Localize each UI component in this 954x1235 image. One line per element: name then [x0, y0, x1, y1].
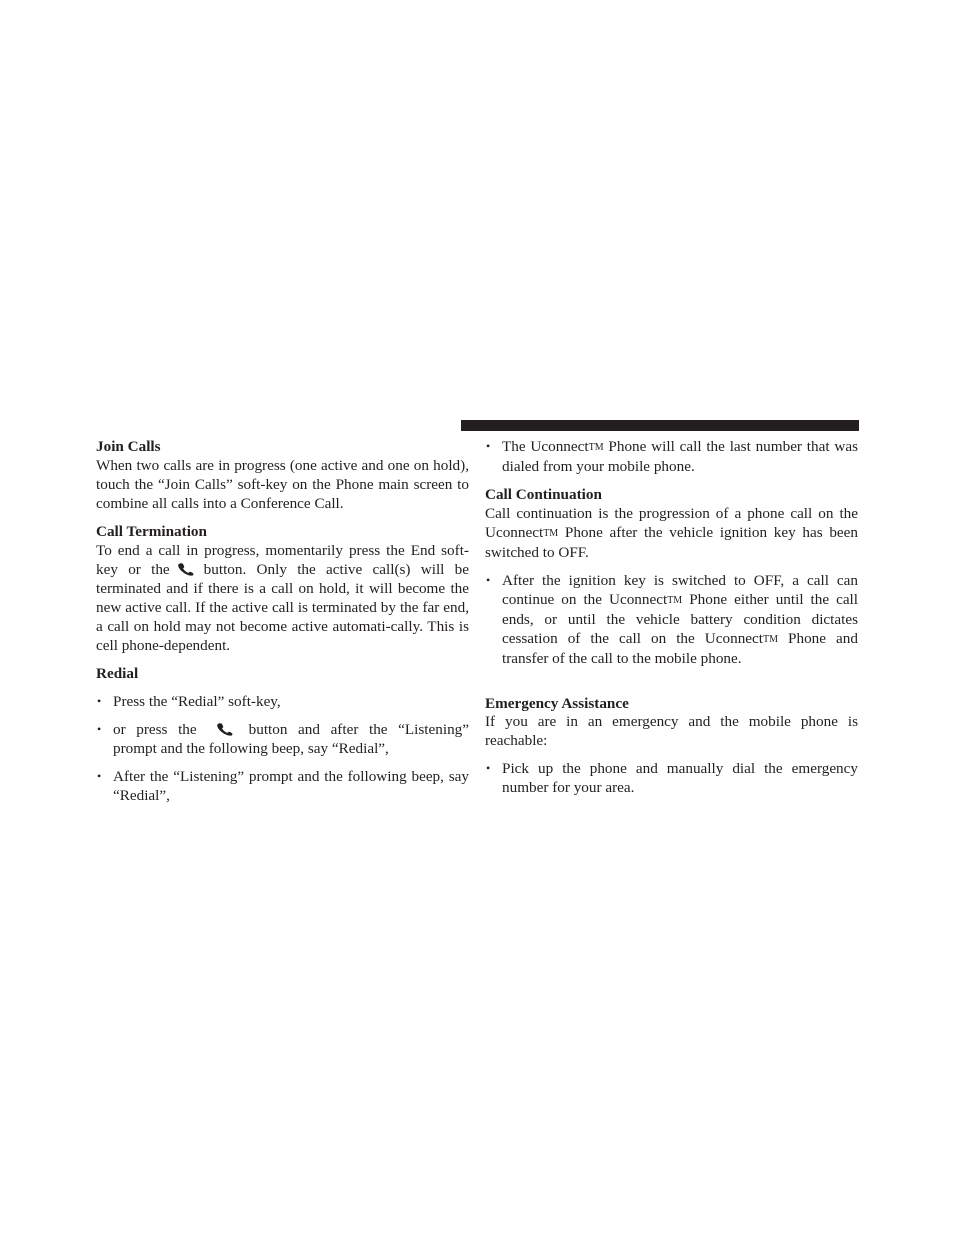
redial-bullet-list — [96, 692, 469, 805]
list-item — [96, 767, 469, 805]
trademark-symbol: TM — [588, 442, 604, 453]
emergency-assistance-body: If you are in an emergency and the mobile phone is reachable: — [485, 713, 858, 749]
call-continuation-list — [485, 571, 858, 668]
join-calls-body: When two calls are in progress (one active and one on hold), touch the “Join Calls” soft-key on the Phone main screen to combine all calls into a Conference Call. — [96, 457, 469, 512]
join-calls-section — [96, 437, 469, 513]
redial-heading: Redial — [96, 665, 139, 682]
call-termination-heading: Call Termination — [96, 523, 207, 540]
emergency-assistance-heading: Emergency Assistance — [485, 695, 629, 712]
list-item — [485, 437, 858, 476]
bullet-glyph: • — [97, 769, 102, 783]
redial-continued-list — [485, 437, 858, 476]
bullet-glyph: • — [97, 722, 102, 736]
call-continuation-bullet-b: Phone either until the call ends, or until the vehicle battery condition dictates cessation of the call on the Uconnect — [502, 591, 858, 647]
list-item — [485, 571, 858, 668]
join-calls-heading: Join Calls — [96, 438, 161, 455]
trademark-symbol: TM — [763, 634, 778, 645]
emergency-assistance-list — [485, 759, 858, 797]
trademark-symbol: TM — [667, 595, 683, 606]
bullet-glyph: • — [486, 761, 491, 775]
phone-handset-icon — [176, 562, 198, 576]
redial-continued-b: Phone will call the last number that was dialed from your mobile phone. — [502, 438, 858, 475]
emergency-assistance-section — [485, 696, 858, 797]
call-continuation-body — [485, 504, 858, 562]
redial-continued-a: The Uconnect — [502, 438, 589, 455]
left-column — [96, 437, 469, 814]
list-item — [96, 720, 469, 758]
list-item — [96, 692, 469, 711]
bullet-glyph: • — [97, 694, 102, 708]
call-termination-text-b: button. Only the active call(s) will be terminated and if there is a call on hold, it will become the new active call. If the active call is terminated by the far end, a call on hold may not become active automati-cally. This is cell phone-dependent. — [96, 561, 469, 654]
redial-bullet-2-b: button and after the “Listening” prompt and the following beep, say “Redial”, — [113, 721, 469, 757]
call-termination-text-a: To end a call in progress, momentarily press the End soft-key or the — [96, 542, 469, 578]
call-termination-section — [96, 522, 469, 655]
call-continuation-body-a: Call continuation is the progression of a phone call on the Uconnect — [485, 505, 858, 541]
redial-bullet-1: Press the “Redial” soft-key, — [113, 693, 281, 710]
call-continuation-bullet-c: Phone and transfer of the call to the mobile phone. — [502, 630, 858, 667]
right-column — [485, 437, 858, 806]
call-continuation-body-b: Phone after the vehicle ignition key has been switched to OFF. — [485, 524, 858, 561]
call-continuation-bullet-a: After the ignition key is switched to OFF, a call can continue on the Uconnect — [502, 572, 858, 608]
bullet-glyph: • — [486, 439, 491, 453]
list-item — [485, 759, 858, 797]
emergency-assistance-bullet-1: Pick up the phone and manually dial the emergency number for your area. — [502, 760, 858, 796]
call-continuation-heading: Call Continuation — [485, 486, 602, 503]
redial-section — [96, 664, 469, 805]
redial-bullet-3: After the “Listening” prompt and the following beep, say “Redial”, — [113, 768, 469, 804]
call-termination-body — [96, 541, 469, 655]
header-rule — [461, 420, 859, 431]
trademark-symbol: TM — [543, 528, 559, 539]
phone-handset-icon — [215, 722, 237, 736]
redial-bullet-2-a: or press the — [113, 721, 197, 738]
bullet-glyph: • — [486, 573, 491, 587]
call-continuation-section — [485, 485, 858, 668]
